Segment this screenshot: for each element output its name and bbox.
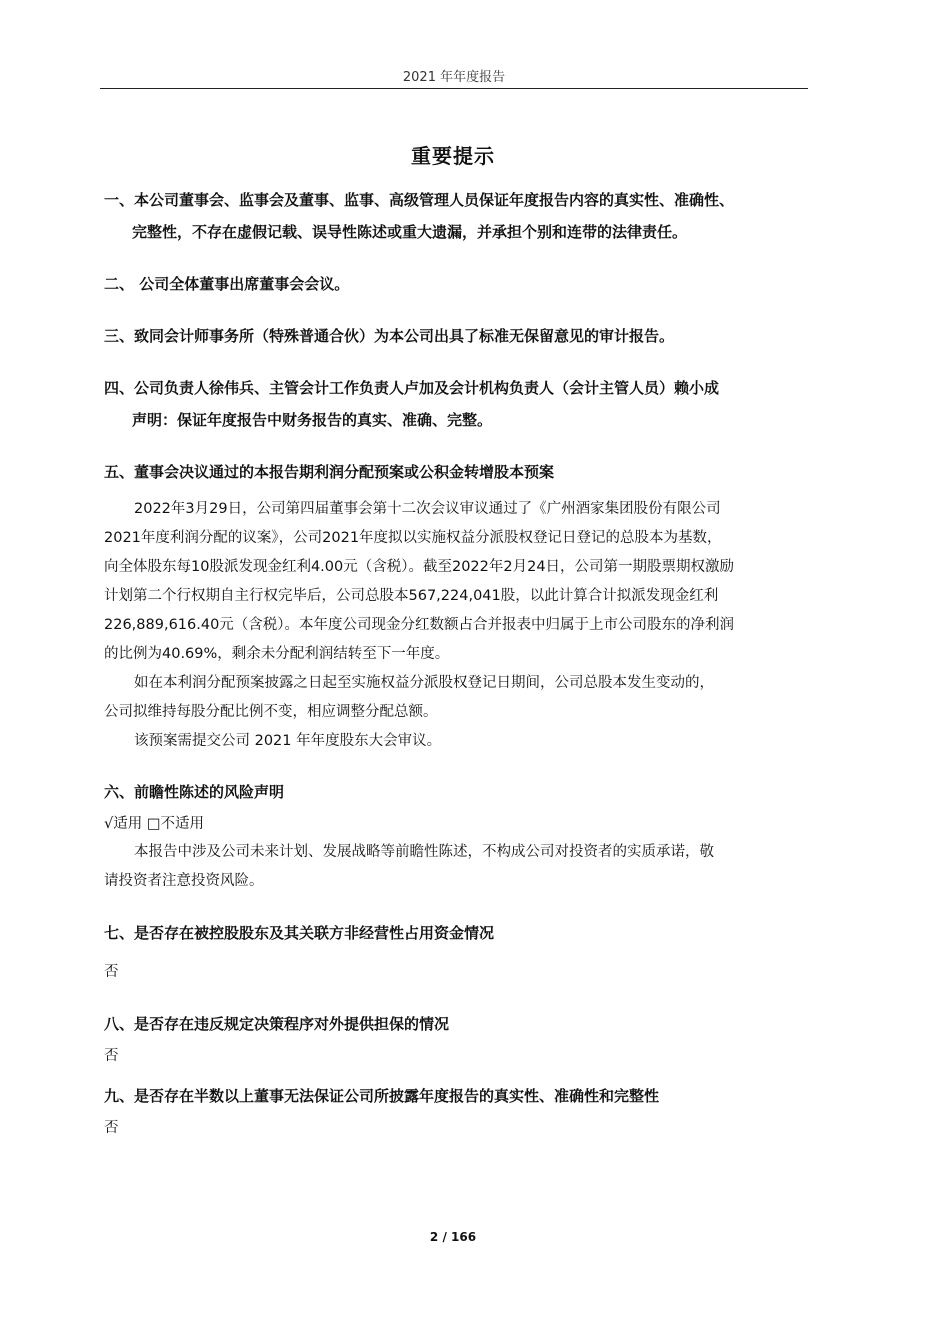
section-8-answer: 否 (104, 1048, 119, 1064)
section-2: 二、 公司全体董事出席董事会会议。 (104, 275, 350, 293)
section-4-line2: 声明：保证年度报告中财务报告的真实、准确、完整。 (132, 411, 493, 429)
section-5-heading: 五、董事会决议通过的本报告期利润分配预案或公积金转增股本预案 (104, 463, 555, 481)
applicability-indicator: √适用 □不适用 (104, 816, 205, 832)
section-7-heading: 七、是否存在被控股股东及其关联方非经营性占用资金情况 (104, 924, 495, 942)
section-6-heading: 六、前瞻性陈述的风险声明 (104, 783, 285, 801)
page-header: 2021 年年度报告 (402, 70, 506, 85)
section-1 (104, 184, 824, 248)
section-6-p-line1: 本报告中涉及公司未来计划、发展战略等前瞻性陈述，不构成公司对投资者的实质承诺，敬 (134, 844, 714, 860)
section-5-p2-line1: 如在本利润分配预案披露之日起至实施权益分派股权登记日期间，公司总股本发生变动的， (134, 675, 714, 691)
section-6-p-line2: 请投资者注意投资风险。 (104, 873, 264, 889)
section-5-paragraph-1 (104, 495, 804, 756)
header-rule (100, 88, 808, 89)
document-title: 重要提示 (411, 144, 495, 168)
section-7-answer: 否 (104, 964, 119, 980)
section-5-p1-line2: 2021年度利润分配的议案》，公司2021年度拟以实施权益分派股权登记日登记的总股本为基数， (104, 530, 722, 546)
section-9-answer: 否 (104, 1120, 119, 1136)
section-4 (104, 372, 824, 436)
section-4-line1: 四、公司负责人徐伟兵、主管会计工作负责人卢加及会计机构负责人（会计主管人员）赖小成 (104, 379, 720, 397)
section-5-p1-line3: 向全体股东每10股派发现金红利4.00元（含税）。截至2022年2月24日，公司第一期股票期权激励 (104, 559, 735, 575)
page-number: 2 / 166 (429, 1230, 477, 1244)
section-6-paragraph (104, 838, 804, 896)
section-5-p1-line4: 计划第二个行权期自主行权完毕后，公司总股本567,224,041股，以此计算合计拟派发现金红利 (104, 588, 719, 604)
section-5-p2-line2: 公司拟维持每股分配比例不变，相应调整分配总额。 (104, 704, 438, 720)
section-5-p1-line6: 的比例为40.69%，剩余未分配利润结转至下一年度。 (104, 646, 450, 662)
section-8-heading: 八、是否存在违反规定决策程序对外提供担保的情况 (104, 1015, 450, 1033)
section-5-p3: 该预案需提交公司 2021 年年度股东大会审议。 (134, 733, 442, 749)
section-5-p1-line5: 226,889,616.40元（含税）。本年度公司现金分红数额占合并报表中归属于上市公司股东的净利润 (104, 617, 735, 633)
section-1-line2: 完整性，不存在虚假记载、误导性陈述或重大遗漏，并承担个别和连带的法律责任。 (132, 223, 688, 241)
section-1-line1: 一、本公司董事会、监事会及董事、监事、高级管理人员保证年度报告内容的真实性、准确性、 (104, 191, 735, 209)
section-5-p1-line1: 2022年3月29日，公司第四届董事会第十二次会议审议通过了《广州酒家集团股份有限公司 (134, 501, 721, 517)
section-9-heading: 九、是否存在半数以上董事无法保证公司所披露年度报告的真实性、准确性和完整性 (104, 1087, 660, 1105)
section-3: 三、致同会计师事务所（特殊普通合伙）为本公司出具了标准无保留意见的审计报告。 (104, 327, 675, 345)
